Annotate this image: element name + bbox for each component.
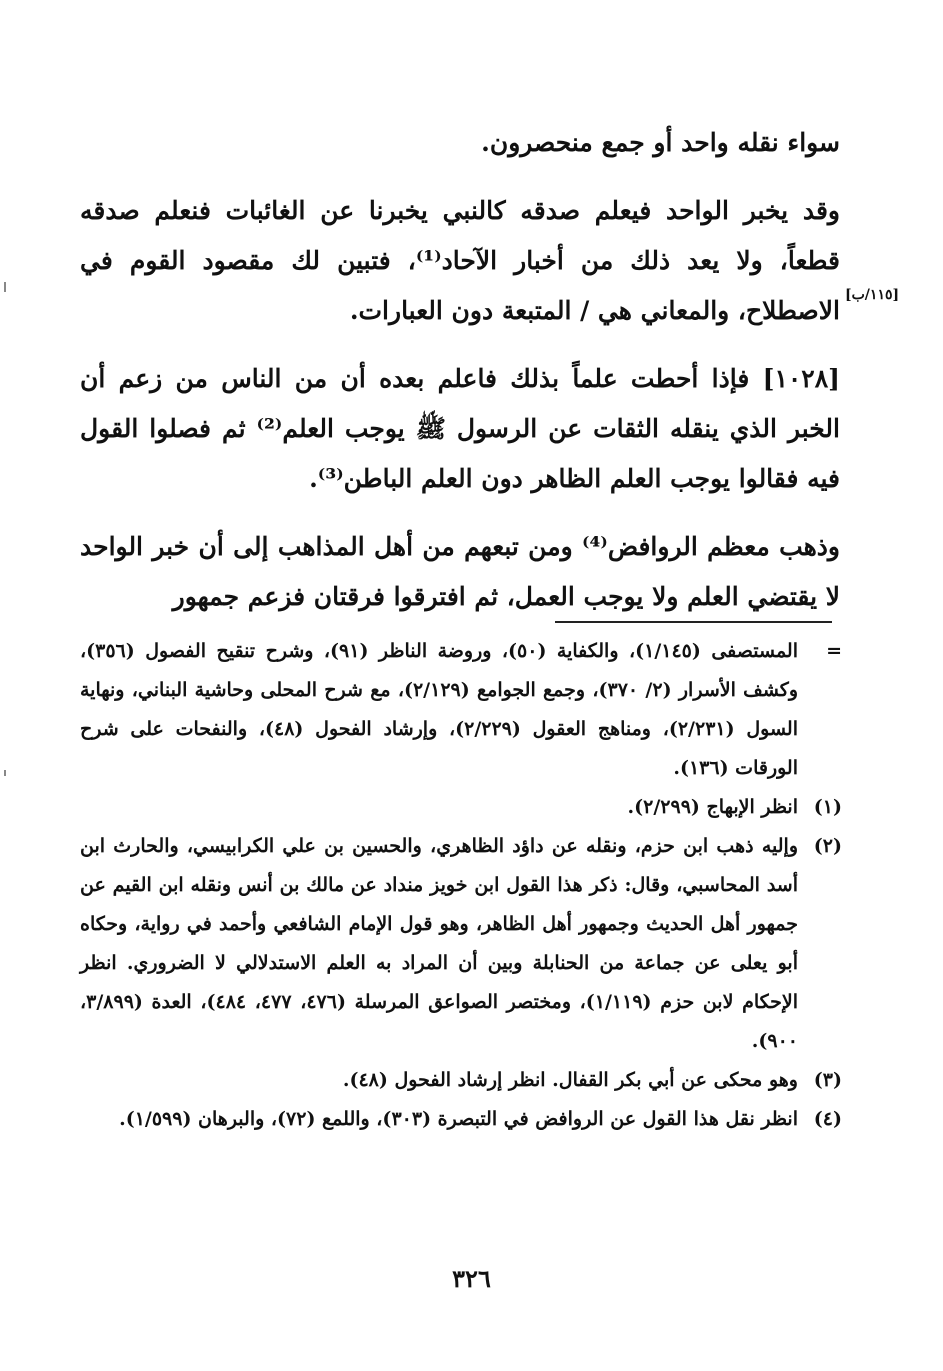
footnote-number: (٣) bbox=[813, 1069, 842, 1091]
paragraph: وقد يخبر الواحد فيعلم صدقه كالنبي يخبرنا عن الغائبات فنعلم صدقه قطعاً، ولا يعد ذلك من أخبار الآحاد⁽¹⁾، فتبين لك مقصود القوم في الاصطلاح، والمعاني هي / المتبعة دون العبارات. bbox=[80, 196, 840, 325]
footnote-text: انظر الإبهاج (٢/٢٩٩). bbox=[627, 796, 798, 818]
footnote bbox=[80, 827, 842, 1061]
footnote-number: (١) bbox=[813, 796, 842, 818]
scan-edge-mark bbox=[4, 282, 6, 292]
footnote bbox=[80, 1061, 842, 1100]
footnote-separator bbox=[555, 621, 832, 623]
manuscript-folio-marker: [١١٥/ب] bbox=[845, 287, 900, 303]
footnote-text: انظر نقل هذا القول عن الروافض في التبصرة (٣٠٣)، واللمع (٧٢)، والبرهان (١/٥٩٩). bbox=[119, 1108, 798, 1130]
page-number: ٣٢٦ bbox=[452, 1264, 491, 1293]
paragraph: سواء نقله واحد أو جمع منحصرون. bbox=[481, 128, 840, 157]
footnote bbox=[80, 632, 842, 788]
footnote-text: وهو محكى عن أبي بكر القفال. انظر إرشاد الفحول (٤٨). bbox=[342, 1069, 798, 1091]
footnote bbox=[80, 1100, 842, 1139]
main-text bbox=[80, 118, 840, 640]
paragraph: [١٠٢٨] فإذا أحطت علماً بذلك فاعلم بعده أن من الناس من زعم أن الخبر الذي ينقله الثقات عن الرسول ﷺ يوجب العلم⁽²⁾ ثم فصلوا القول فيه فقالوا يوجب العلم الظاهر دون العلم الباطن⁽³⁾. bbox=[80, 364, 840, 493]
footnote-number: (٢) bbox=[813, 835, 842, 857]
scan-edge-mark bbox=[4, 770, 6, 776]
footnote-number: (٤) bbox=[813, 1108, 842, 1130]
footnotes bbox=[80, 632, 842, 1139]
footnote-number: = bbox=[826, 640, 842, 662]
footnote-text: وإليه ذهب ابن حزم، ونقله عن داؤد الظاهري، والحسين بن علي الكرابيسي، والحارث ابن أسد المحاسبي، وقال: ذكر هذا القول ابن خويز منداد عن مالك بن أنس ونقله ابن القيم عن جمهور أهل الحديث وجمهور أهل الظاهر، وهو قول الإمام الشافعي وأحمد في رواية، وحكاه أبو يعلى عن جماعة من الحنابلة وبين أن المراد به العلم الاستدلالي لا الضروري. انظر الإحكام لابن حزم (١/١١٩)، ومختصر الصواعق المرسلة (٤٧٦، ٤٧٧، ٤٨٤)، العدة (٣/٨٩٩، ٩٠٠). bbox=[80, 835, 798, 1052]
footnote bbox=[80, 788, 842, 827]
paragraph: وذهب معظم الروافض⁽⁴⁾ ومن تبعهم من أهل المذاهب إلى أن خبر الواحد لا يقتضي العلم ولا يوجب العمل، ثم افترقوا فرقتان فزعم جمهور bbox=[80, 532, 841, 611]
footnote-text: المستصفى (١/١٤٥)، والكفاية (٥٠)، وروضة الناظر (٩١)، وشرح تنقيح الفصول (٣٥٦)، وكشف الأسرار (٢/ ٣٧٠)، وجمع الجوامع (٢/١٢٩)، مع شرح المحلى وحاشية البناني، ونهاية السول (٢/٢٣١)، ومناهج العقول (٢/٢٢٩)، وإرشاد الفحول (٤٨)، والنفحات على شرح الورقات (١٣٦). bbox=[80, 640, 799, 779]
